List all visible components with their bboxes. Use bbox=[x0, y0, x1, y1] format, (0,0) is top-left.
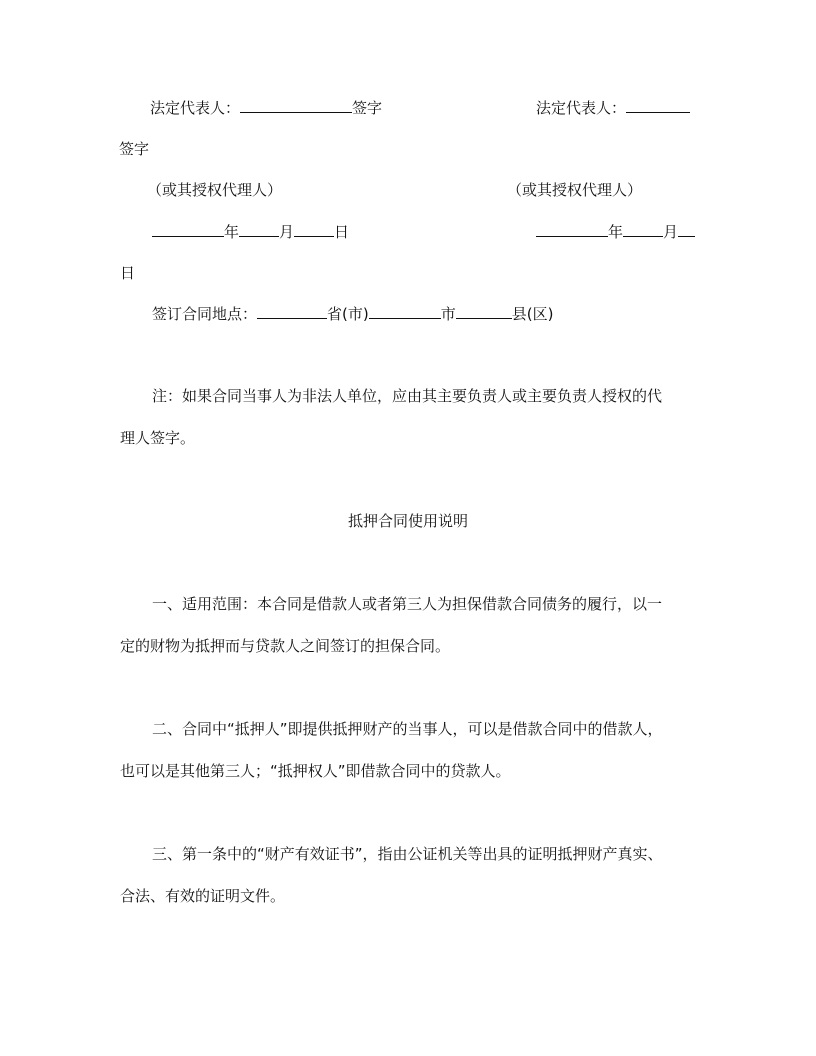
left-month-label: 月 bbox=[279, 223, 295, 241]
note-line-1 bbox=[152, 386, 662, 406]
right-month-blank[interactable] bbox=[623, 221, 663, 237]
left-month-blank[interactable] bbox=[239, 221, 279, 237]
left-representative-label: 法定代表人： bbox=[150, 99, 241, 117]
right-year-label: 年 bbox=[608, 223, 624, 241]
right-day-blank[interactable] bbox=[678, 221, 695, 237]
instructions-title-text: 抵押合同使用说明 bbox=[347, 512, 468, 530]
right-representative-label: 法定代表人： bbox=[536, 99, 627, 117]
right-date-line bbox=[536, 221, 695, 241]
left-agent-note-text: （或其授权代理人） bbox=[147, 181, 283, 199]
right-month-label: 月 bbox=[663, 223, 679, 241]
instruction-item-3-line-1 bbox=[152, 844, 663, 864]
left-year-blank[interactable] bbox=[152, 221, 224, 237]
left-day-label: 日 bbox=[334, 223, 350, 241]
signing-place-label: 签订合同地点： bbox=[152, 305, 258, 323]
instruction-item-2-line-1 bbox=[152, 719, 663, 739]
right-representative-blank[interactable] bbox=[626, 97, 690, 113]
instruction-item-2-line-2 bbox=[120, 761, 511, 781]
province-label: 省(市) bbox=[327, 305, 369, 323]
right-sign-label: 签字 bbox=[119, 140, 150, 158]
instruction-item-3-text-1: 三、第一条中的“财产有效证书”，指由公证机关等出具的证明抵押财产真实、 bbox=[152, 845, 663, 863]
left-year-label: 年 bbox=[224, 223, 240, 241]
instruction-item-2-text-2: 也可以是其他第三人；“抵押权人”即借款合同中的贷款人。 bbox=[120, 762, 511, 780]
right-representative-line bbox=[536, 97, 690, 117]
left-sign-label: 签字 bbox=[352, 99, 383, 117]
right-agent-note bbox=[507, 180, 642, 200]
instruction-item-1-line-2 bbox=[120, 636, 450, 656]
instruction-item-1-line-1 bbox=[152, 594, 662, 614]
city-blank[interactable] bbox=[369, 303, 441, 319]
right-day-label: 日 bbox=[120, 264, 136, 282]
left-agent-note bbox=[147, 180, 282, 200]
left-day-blank[interactable] bbox=[294, 221, 334, 237]
instruction-item-1-text-1: 一、适用范围：本合同是借款人或者第三人为担保借款合同债务的履行，以一 bbox=[152, 595, 663, 613]
right-sign-label-wrapped bbox=[119, 139, 149, 159]
left-representative-blank[interactable] bbox=[240, 97, 352, 113]
note-text-2: 理人签字。 bbox=[120, 429, 196, 447]
instruction-item-3-text-2: 合法、有效的证明文件。 bbox=[120, 887, 286, 905]
province-blank[interactable] bbox=[257, 303, 327, 319]
left-date-line bbox=[152, 221, 349, 241]
county-label: 县(区) bbox=[511, 305, 554, 323]
right-day-label-wrapped bbox=[120, 263, 135, 283]
note-line-2 bbox=[120, 428, 195, 448]
left-representative-line bbox=[150, 97, 382, 117]
note-text-1: 注：如果合同当事人为非法人单位，应由其主要负责人或主要负责人授权的代 bbox=[152, 387, 663, 405]
instruction-item-1-text-2: 定的财物为抵押而与贷款人之间签订的担保合同。 bbox=[120, 637, 451, 655]
city-label: 市 bbox=[440, 305, 456, 323]
signing-place-line bbox=[152, 303, 553, 323]
county-blank[interactable] bbox=[456, 303, 512, 319]
right-agent-note-text: （或其授权代理人） bbox=[507, 181, 643, 199]
instruction-item-2-text-1: 二、合同中“抵押人”即提供抵押财产的当事人，可以是借款合同中的借款人， bbox=[152, 720, 663, 738]
instruction-item-3-line-2 bbox=[120, 886, 285, 906]
instructions-title bbox=[0, 511, 816, 531]
right-year-blank[interactable] bbox=[536, 221, 608, 237]
